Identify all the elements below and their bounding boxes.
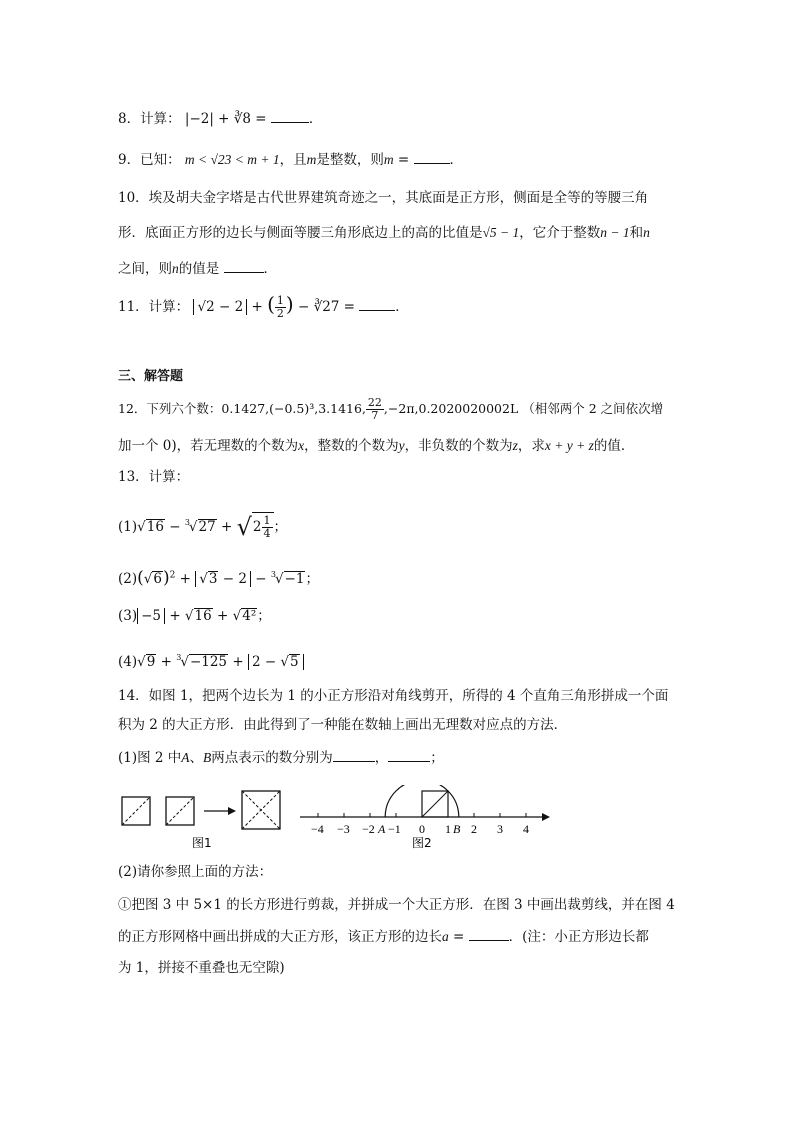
q11-frac-den: 2 (276, 307, 284, 320)
question-11: 11．计算： √2 − 2 + ( $\frac{1}{2}$ ) − ∛27 = ． (118, 292, 409, 320)
tick-neg2: −2 (362, 822, 375, 836)
q11-left-paren: ( (267, 292, 275, 316)
q12-frac-num: 22 (367, 396, 382, 409)
q12-intro: 12．下列六个数： (118, 401, 222, 416)
q13-part-3: (3) −5 + √16 + √4²； (118, 608, 271, 624)
q14-step-1-line-1: ①把图 3 中 5×1 的长方形进行剪裁，并拼成一个大正方形．在图 3 中画出裁剪线，并在图 4 (118, 897, 675, 913)
q8-number: 8．计算： (118, 111, 181, 127)
q13-p1-c-frac (262, 515, 273, 540)
figure-diagram (112, 785, 562, 855)
section-heading: 三、解答题 (118, 369, 184, 384)
q14-s1-text-b: 的正方形网格中画出拼成的大正方形，该正方形的边长 (118, 929, 442, 945)
q14-s1-eq: = (448, 929, 465, 945)
q14-part-2: (2)请你参照上面的方法： (118, 864, 273, 880)
q12-numbers-b: ,−2π,0.2020020002L (383, 401, 519, 416)
q9-condition: m < √23 < m + 1 (184, 152, 280, 167)
q12-var-y: y (398, 438, 405, 453)
question-14-line-1: 14．如图 1，把两个边长为 1 的小正方形沿对角线剪开，所得的 4 个直角三角形拼成一个面 (118, 688, 669, 704)
q14-p1-text-a: (1)图 2 中 (118, 750, 182, 766)
q13-part-1: (1)√16 − $^3$√27 + √2 $\frac{1}{4}$ ； (118, 513, 288, 541)
q9-var-m2: m (383, 152, 394, 167)
q14-point-a: A (181, 750, 190, 765)
axis-tick-labels (311, 822, 529, 836)
arrow-icon (204, 807, 236, 815)
q13-p3-b: 16 (194, 608, 212, 624)
question-10-line-1: 10．埃及胡夫金字塔是古代世界建筑奇迹之一，其底面是正方形，侧面是全等的等腰三角 (118, 190, 649, 206)
tick-neg4: −4 (311, 822, 324, 836)
q14-p1-text-c: 两点表示的数分别为 (211, 750, 333, 766)
q9-answer-blank[interactable] (414, 149, 450, 164)
q12-text-d: ，求 (517, 438, 545, 454)
q14-answer-blank-a[interactable] (333, 747, 375, 762)
q13-p1-c (252, 512, 274, 540)
q11-number: 11．计算： (118, 299, 190, 315)
q11-right-paren: ) (285, 292, 294, 316)
q8-end: ． (308, 111, 323, 127)
q10-text-3c: 的值是 (178, 261, 220, 277)
q13-p4-a: 9 (146, 654, 156, 670)
q10-end: ． (263, 261, 278, 277)
q10-answer-blank[interactable] (224, 258, 264, 273)
q9-var-m: m (306, 152, 317, 167)
q12-text-b: ，整数的个数为 (304, 438, 399, 454)
q13-p1-b: 27 (198, 519, 216, 535)
q12-var-z: z (512, 438, 518, 453)
tick-1: 1 (445, 822, 451, 836)
q12-fraction (366, 397, 384, 422)
q14-answer-blank-b[interactable] (388, 747, 430, 762)
tick-2: 2 (471, 822, 477, 836)
q11-fraction (275, 295, 286, 320)
question-8 (118, 108, 322, 129)
q12-text-c: ，非负数的个数为 (404, 438, 513, 454)
question-10-line-2 (118, 223, 650, 243)
q13-p2-a: 6 (153, 571, 162, 587)
figure-1-label: 图1 (192, 836, 212, 850)
q14-p1-end: ； (430, 750, 444, 766)
q10-text-3a: 之间，则 (118, 261, 172, 277)
q12-note: （相邻两个 2 之间依次增 (522, 401, 664, 416)
question-10-line-3 (118, 258, 277, 279)
q10-and: 和 (629, 225, 644, 241)
q14-s1-note: ．(注：小正方形边长都 (508, 929, 649, 945)
q13-part-2: $(2)(√6)^2 + √3 - 2 - ^3√-1$； (118, 568, 319, 588)
q14-step-1-line-2 (118, 926, 649, 947)
q12-frac-den: 7 (371, 409, 379, 422)
q13-p2-abs: √3 − 2 (195, 571, 251, 587)
q14-part-1 (118, 747, 444, 768)
q13-p1-end: ； (273, 519, 288, 535)
q13-p3-label: (3) (118, 608, 138, 624)
q14-side-length-blank[interactable] (469, 926, 509, 941)
q12-text-a: 加一个 0)，若无理数的个数为 (118, 438, 299, 454)
q11-cube-root: ∛27 (313, 299, 340, 315)
number-line (300, 785, 550, 821)
q9-text-1: ，且 (279, 152, 307, 168)
q13-part-4: (4)√9 + $^3$√−125 + 2 − √5 (118, 648, 304, 672)
q13-p3-c: 4² (242, 608, 257, 624)
tick-neg3: −3 (337, 822, 350, 836)
q8-answer-blank[interactable] (271, 108, 309, 123)
small-square-1 (122, 797, 150, 825)
q13-p1-c-num: 1 (263, 514, 271, 527)
tick-4: 4 (523, 822, 529, 836)
q11-answer-blank[interactable] (359, 296, 395, 311)
q14-step-1-line-3: 为 1，拼接不重叠也无空隙) (118, 960, 285, 976)
q10-text-a: 形．底面正方形的边长与侧面等腰三角形底边上的高的比值是 (118, 225, 483, 241)
q12-sum: x + y + z (544, 438, 594, 453)
q9-text-2: 是整数，则 (316, 152, 384, 168)
big-square (242, 791, 280, 829)
q13-p3-end: ； (257, 608, 271, 624)
small-square-2 (166, 797, 194, 825)
question-13-title: 13．计算： (118, 469, 190, 485)
q13-p4-abs: 2 − √5 (248, 654, 304, 670)
q10-n-minus-1: n − 1 (600, 225, 630, 240)
q13-p2-c: −1 (284, 571, 305, 587)
q11-frac-num: 1 (276, 294, 284, 307)
q14-point-b: B (203, 750, 212, 765)
question-14-line-2: 积为 2 的大正方形．由此得到了一种能在数轴上画出无理数对应点的方法． (118, 717, 568, 733)
q13-p2-end: ； (305, 571, 319, 587)
q13-p4-c: 5 (290, 654, 299, 670)
q8-expression: |−2| + ∛8 = (184, 111, 267, 127)
q14-sep: ， (374, 750, 389, 766)
q10-ratio: √5 − 1 (482, 225, 520, 240)
q13-p1-c-int: 2 (252, 519, 262, 535)
tick-a: A (378, 822, 386, 836)
q9-end: ． (449, 152, 464, 168)
q11-abs-term (193, 299, 247, 315)
q10-text-c: ，它介于整数 (519, 225, 601, 241)
q11-end: ． (395, 299, 409, 315)
q13-p3-abs: −5 (137, 608, 165, 624)
tick-neg1: −1 (388, 822, 401, 836)
question-9 (118, 149, 463, 170)
q9-eq: = (393, 152, 410, 168)
q14-figures (112, 785, 562, 859)
q13-p2-label: (2) (118, 571, 138, 587)
q13-p4-label: (4) (118, 654, 138, 670)
tick-b: B (453, 822, 461, 836)
q12-var-x: x (298, 438, 305, 453)
q13-p4-b: −125 (189, 654, 228, 670)
q11-abs-content: √2 − 2 (197, 299, 244, 315)
q10-n: n (643, 225, 650, 240)
q12-text-f: 的值． (593, 438, 635, 454)
q12-numbers-a: 0.1427,(−0.5)³,3.1416, (221, 401, 366, 416)
figure-2-label: 图2 (412, 836, 432, 850)
q14-p1-text-b: 、 (189, 750, 204, 766)
tick-0: 0 (419, 822, 425, 836)
q10-n-2: n (172, 261, 179, 276)
tick-3: 3 (497, 822, 503, 836)
question-12-line-1 (118, 397, 663, 422)
q13-p1-c-den: 4 (263, 527, 271, 540)
q13-p1-label: (1) (118, 519, 138, 535)
q13-p1-a: 16 (146, 519, 164, 535)
q14-var-a: a (442, 929, 449, 944)
question-12-line-2 (118, 436, 634, 456)
q9-number: 9．已知： (118, 152, 181, 168)
